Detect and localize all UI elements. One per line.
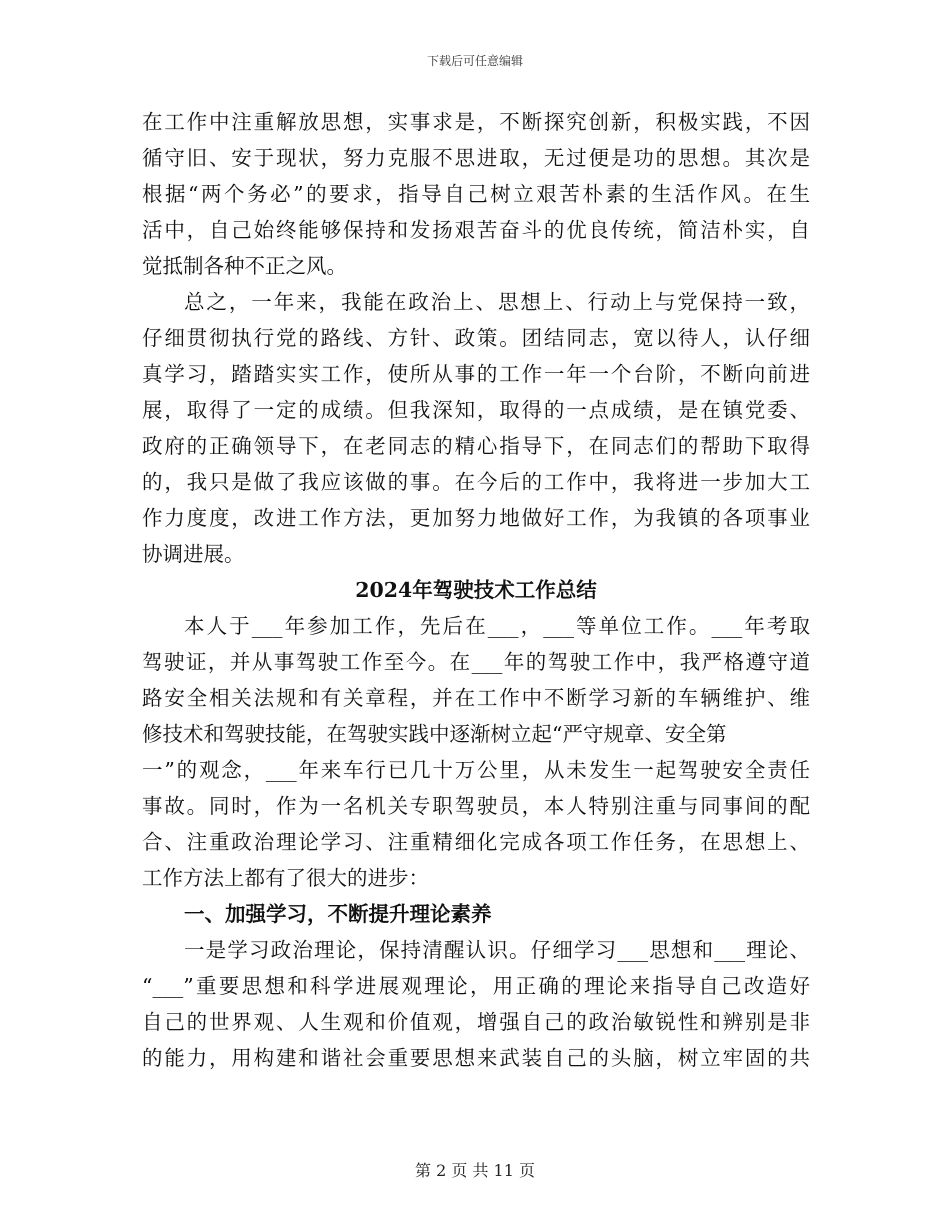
text-line: 循守旧、安于现状，努力克服不思进取，无过便是功的思想。其次是: [142, 146, 810, 170]
text-line: 一是学习政治理论，保持清醒认识。仔细学习___思想和___理论、: [184, 938, 810, 962]
text-line: 一”的观念，___年来车行已几十万公里，从未发生一起驾驶安全责任: [142, 758, 810, 782]
text-line: 路安全相关法规和有关章程，并在工作中不断学习新的车辆维护、维: [142, 686, 810, 710]
text-line: 展，取得了一定的成绩。但我深知，取得的一点成绩，是在镇党委、: [142, 398, 810, 422]
text-line: 本人于___年参加工作，先后在___，___等单位工作。___年考取: [184, 614, 810, 638]
text-line: 总之，一年来，我能在政治上、思想上、行动上与党保持一致，: [184, 290, 810, 314]
text-line: 合、注重政治理论学习、注重精细化完成各项工作任务，在思想上、: [142, 830, 810, 854]
document-body: [142, 104, 810, 1076]
text-line: 真学习，踏踏实实工作，使所从事的工作一年一个台阶，不断向前进: [142, 362, 810, 386]
text-line: 作力度度，改进工作方法，更加努力地做好工作，为我镇的各项事业: [142, 506, 810, 530]
text-line: 的能力，用构建和谐社会重要思想来武装自己的头脑，树立牢固的共: [142, 1046, 810, 1070]
text-line: 根据“两个务必”的要求，指导自己树立艰苦朴素的生活作风。在生: [142, 182, 810, 206]
text-line: 活中，自己始终能够保持和发扬艰苦奋斗的优良传统，简洁朴实，自: [142, 218, 810, 242]
page-number: 第 2 页 共 11 页: [415, 1161, 535, 1180]
paragraph-intro: [142, 608, 810, 896]
text-line: 工作方法上都有了很大的进步：: [142, 866, 429, 890]
paragraph-continued: [142, 104, 810, 284]
section-title: 2024年驾驶技术工作总结: [355, 578, 597, 602]
subsection-title: 一、加强学习，不断提升理论素养: [184, 902, 492, 926]
page-header-note: 下载后可任意编辑: [426, 54, 523, 68]
text-line: 的，我只是做了我应该做的事。在今后的工作中，我将进一步加大工: [142, 470, 810, 494]
text-line: 在工作中注重解放思想，实事求是，不断探究创新，积极实践，不因: [142, 110, 810, 134]
text-line: 仔细贯彻执行党的路线、方针、政策。团结同志，宽以待人，认仔细: [142, 326, 810, 350]
text-line: 政府的正确领导下，在老同志的精心指导下，在同志们的帮助下取得: [142, 434, 810, 458]
text-line: “___”重要思想和科学进展观理论，用正确的理论来指导自己改造好: [142, 974, 810, 998]
text-line: 事故。同时，作为一名机关专职驾驶员，本人特别注重与同事间的配: [142, 794, 810, 818]
text-line: 协调进展。: [142, 542, 245, 566]
paragraph-summary: [142, 284, 810, 572]
text-line: 觉抵制各种不正之风。: [142, 254, 347, 278]
paragraph-study: [142, 932, 810, 1076]
text-line: 驾驶证，并从事驾驶工作至今。在___年的驾驶工作中，我严格遵守道: [142, 650, 810, 674]
text-line: 修技术和驾驶技能，在驾驶实践中逐渐树立起“严守规章、安全第: [142, 722, 727, 746]
text-line: 自己的世界观、人生观和价值观，增强自己的政治敏锐性和辨别是非: [142, 1010, 810, 1034]
